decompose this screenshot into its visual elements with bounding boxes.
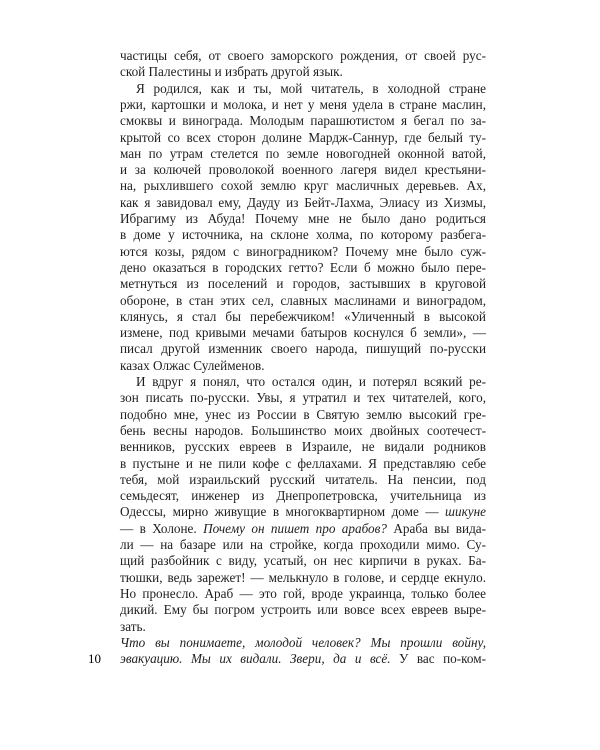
text-line: бень весны народов. Большинство моих двойных соотечест- [120,422,486,438]
text-line: как я завидовал ему, Дауду из Бейт-Лахма, Элиасу из Хизмы, [120,194,486,210]
text-line: казах Олжас Сулейменов. [120,357,265,373]
text-line: клянусь, я стал бы перебежчиком! «Уличенный в высокой [120,308,486,324]
text-line: в доме у источника, на склоне холма, по которому разбега- [120,227,486,243]
text-run: Араба вы вида- [393,520,487,536]
text-line: и за колючей проволокой военного лагеря видел крестьяни- [120,162,486,178]
text-run: Одессы, мирно живущие в многоквартирном доме — [120,504,439,520]
text-line: ман по утрам стелется по земле новогодней оконной ватой, [120,145,486,161]
text-line: подобно мне, унес из России в Святую землю высокий гре- [120,406,486,422]
text-line [120,635,486,651]
text-line: зон писать по-русски. Увы, я утратил и тех читателей, кого, [120,390,486,406]
text-run: зать. [120,618,146,634]
italic-phrase: Почему он пишет про арабов? [203,520,387,536]
text-line: крытой со всех сторон долине Мардж-Саннур, где белый ту- [120,129,486,145]
text-line: венников, русских евреев в Израиле, не видали родников [120,439,486,455]
text-line: ли — на базаре или на стройке, когда проходили мимо. Су- [120,537,486,552]
text-line: Но пронесло. Араб — это гой, вроде украинца, только более [120,585,486,601]
text-line: писал другой изменник своего народа, пишущий по-русски [120,341,486,357]
text-line: щий разбойник с виду, усатый, он нес кирпичи в руках. Ба- [120,553,486,569]
text-line: ются козы, рядом с виноградником? Почему мне было суж- [120,243,486,259]
italic-word: шикуне [445,504,486,520]
text-line: семьдесят, инженер из Днепропетровска, учительница из [120,488,486,504]
text-line: тебя, мой израильский русский читатель. На пенсии, под [120,471,486,487]
text-line: частицы себя, от своего заморского рождения, от своей рус- [120,48,486,63]
text-line: метнуться из поселений и городов, застывших в круговой [120,276,486,292]
paragraph-start: И вдруг я понял, что остался один, и потерял всякий ре- [136,374,486,389]
text-line: дено оказаться в городских гетто? Если б можно было пере- [120,259,486,275]
text-run: У вас по-ком- [399,651,486,667]
text-line: в пустыне и не пили кофе с феллахами. Я представляю себе [120,455,486,471]
italic-phrase: эвакуацию. Мы их видали. Звери, да и всё. [120,651,391,667]
text-run: — в Холоне. [120,520,197,536]
page-number: 10 [88,651,101,667]
text-line: тюшки, ведь зарежет! — мелькнуло в голове, и сердце екнуло. [120,569,486,585]
text-line: ской Палестины и избрать другой язык. [120,64,343,80]
text-line: дикий. Ему бы погром устроить или вовсе всех евреев выре- [120,602,486,618]
text-line: на, рыхлившего сохой землю круг масличных деревьев. Ах, [120,178,486,194]
paragraph-start: Я родился, как и ты, мой читатель, в холодной стране [136,80,486,96]
text-line [120,504,486,520]
text-line: Ибрагиму из Абуда! Почему мне не было дано родиться [120,211,486,226]
text-line: ржи, картошки и молока, и нет у меня удела в стране маслин, [120,96,486,112]
italic-phrase: Что вы понимаете, молодой человек? Мы прошли войну, [120,634,486,650]
text-line: измене, под кривыми мечами батыров коснулся б земли», — [120,325,486,341]
text-line [120,651,486,667]
text-line [120,521,486,537]
text-line: смоквы и винограда. Молодым парашютистом я бегал по за- [120,113,486,129]
text-line [120,619,486,635]
text-line: обороне, в стан этих сел, славных маслинами и виноградом, [120,292,486,308]
